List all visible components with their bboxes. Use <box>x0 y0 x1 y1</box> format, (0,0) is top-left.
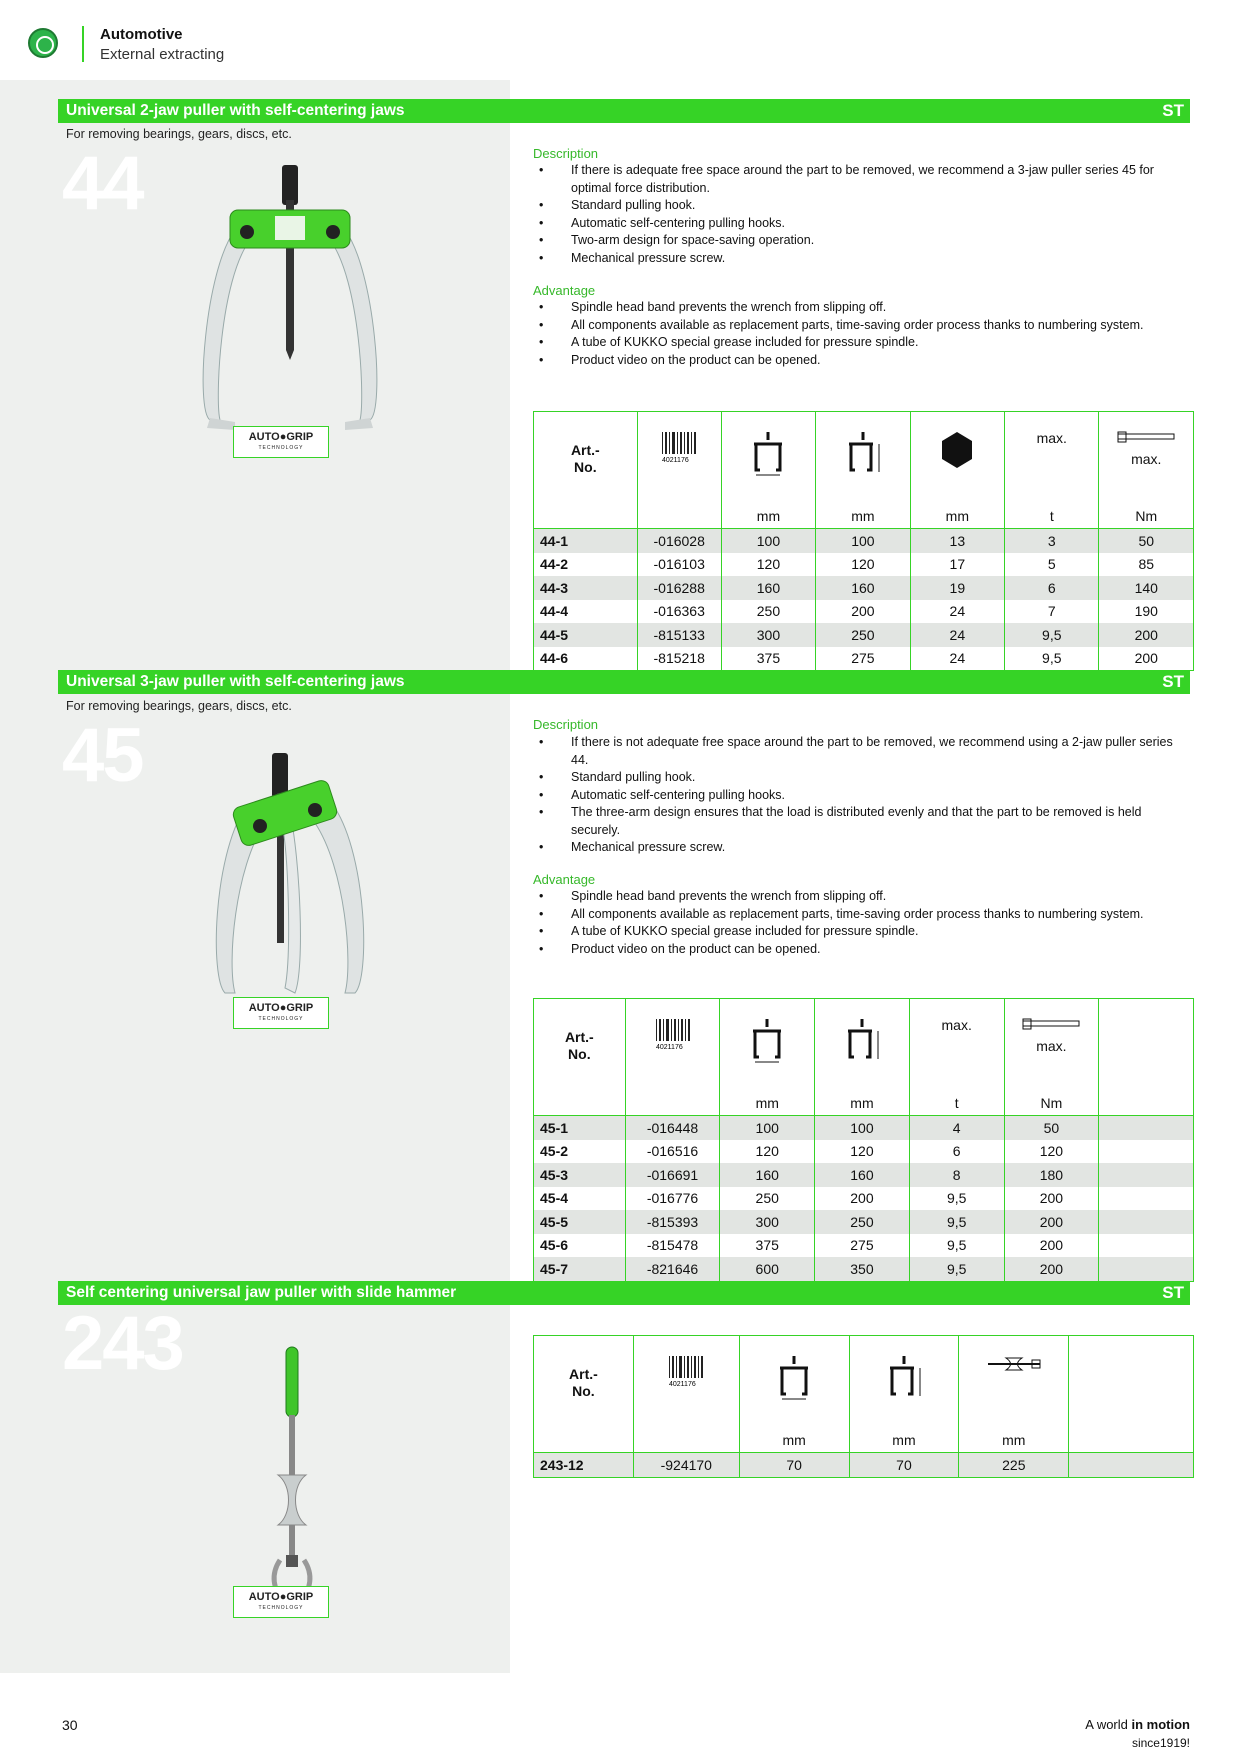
st-badge: ST <box>1162 1283 1184 1302</box>
advantage-list <box>533 299 1193 369</box>
spec-table-243: Art.- No. 4021176 mm mm mm 243-12 -924170 70 70 225 <box>533 1335 1194 1478</box>
jaw-depth-icon <box>849 1336 959 1429</box>
description-list <box>533 734 1193 857</box>
svg-text:4021176: 4021176 <box>669 1381 697 1388</box>
section-title-bar <box>58 99 1190 123</box>
hex-nut-icon <box>910 412 1004 505</box>
list-item: • Mechanical pressure screw. <box>533 839 1193 857</box>
list-item: • Two-arm design for space-saving operation. <box>533 232 1193 250</box>
table-row: 45-2 -016516 120 120 6 120 <box>534 1140 1194 1164</box>
barcode-icon <box>625 999 720 1092</box>
list-item: • A tube of KUKKO special grease included for pressure spindle. <box>533 334 1193 352</box>
svg-text:4021176: 4021176 <box>655 1044 683 1051</box>
st-badge: ST <box>1162 101 1184 120</box>
jaw-depth-icon <box>815 999 910 1092</box>
table-row: 243-12 -924170 70 70 225 <box>534 1453 1194 1478</box>
advantage-heading: Advantage <box>533 872 596 887</box>
list-item: • The three-arm design ensures that the load is distributed evenly and that the part to be removed is held securely. <box>533 804 1193 839</box>
table-row: 45-5 -815393 300 250 9,5 200 <box>534 1210 1194 1234</box>
description-list <box>533 162 1193 267</box>
torque-wrench-icon: max. <box>1099 412 1194 505</box>
section-title-bar <box>58 670 1190 694</box>
description-heading: Description <box>533 717 599 732</box>
section-title: Universal 2-jaw puller with self-centering jaws <box>66 102 405 119</box>
table-row: 45-7 -821646 600 350 9,5 200 <box>534 1257 1194 1281</box>
spec-table-45: Art.- No. 4021176 max. max. mm mm t Nm 45-1 -016448 100 100 4 50 45-2 -016516 120 120 6 120 45-3 -016691 160 160 8 180 45-4 -016776 250 200 9,5 200 45-5 -815393 300 250 9,5 200 45-6 -815478 375 275 9,5 200 45-7 -821646 600 350 9,5 200 <box>533 998 1194 1282</box>
list-item: • Product video on the product can be opened. <box>533 352 1193 370</box>
section-subtitle: For removing bearings, gears, discs, etc. <box>66 127 292 141</box>
list-item: • Product video on the product can be opened. <box>533 941 1193 959</box>
list-item: • All components available as replacement parts, time-saving order process thanks to numbering system. <box>533 906 1193 924</box>
list-item: • If there is adequate free space around the part to be removed, we recommend a 3-jaw puller series 45 for optimal force distribution. <box>533 162 1193 197</box>
st-badge: ST <box>1162 672 1184 691</box>
list-item: • A tube of KUKKO special grease included for pressure spindle. <box>533 923 1193 941</box>
two-jaw-puller-image <box>195 160 385 430</box>
autogrip-logo: AUTO●GRIP TECHNOLOGY <box>233 997 329 1029</box>
section-title: Universal 3-jaw puller with self-centering jaws <box>66 673 405 690</box>
three-jaw-puller-image <box>205 748 375 1000</box>
advantage-list <box>533 888 1193 958</box>
footer-tagline: A world in motion since1919! <box>1085 1717 1190 1750</box>
section-title-bar <box>58 1281 1190 1305</box>
series-number: 45 <box>62 713 143 798</box>
max-force-header: max. <box>1005 412 1099 505</box>
jaw-spread-icon <box>721 412 815 505</box>
art-no-header: Art.- No. <box>570 442 600 475</box>
list-item: • Standard pulling hook. <box>533 197 1193 215</box>
list-item: • Mechanical pressure screw. <box>533 250 1193 268</box>
table-row: 44-6 -815218 375 275 24 9,5 200 <box>534 647 1194 671</box>
table-row: 45-6 -815478 375 275 9,5 200 <box>534 1234 1194 1258</box>
table-row: 44-5 -815133 300 250 24 9,5 200 <box>534 623 1194 647</box>
header-divider <box>82 26 84 62</box>
table-row: 45-1 -016448 100 100 4 50 <box>534 1116 1194 1140</box>
barcode-icon <box>637 412 721 505</box>
table-row: 44-3 -016288 160 160 19 6 140 <box>534 576 1194 600</box>
table-row: 44-2 -016103 120 120 17 5 85 <box>534 553 1194 577</box>
list-item: • Spindle head band prevents the wrench from slipping off. <box>533 888 1193 906</box>
list-item: • All components available as replacement parts, time-saving order process thanks to numbering system. <box>533 317 1193 335</box>
art-no-header: Art.- No. <box>564 1029 594 1062</box>
svg-text:4021176: 4021176 <box>662 457 689 464</box>
art-no-header: Art.- No. <box>569 1366 598 1399</box>
barcode-icon <box>633 1336 739 1429</box>
jaw-spread-icon <box>720 999 815 1092</box>
max-force-header: max. <box>909 999 1004 1092</box>
list-item: • Standard pulling hook. <box>533 769 1193 787</box>
table-row: 45-3 -016691 160 160 8 180 <box>534 1163 1194 1187</box>
page-number: 30 <box>62 1717 78 1733</box>
header-category: Automotive <box>100 26 183 43</box>
torque-wrench-icon: max. <box>1004 999 1099 1092</box>
slide-hammer-icon <box>959 1336 1069 1429</box>
list-item: • If there is not adequate free space around the part to be removed, we recommend using a 2-jaw puller series 44. <box>533 734 1193 769</box>
list-item: • Automatic self-centering pulling hooks. <box>533 215 1193 233</box>
slide-hammer-puller-image <box>262 1345 322 1600</box>
autogrip-logo: AUTO●GRIP TECHNOLOGY <box>233 1586 329 1618</box>
list-item: • Automatic self-centering pulling hooks. <box>533 787 1193 805</box>
description-heading: Description <box>533 146 599 161</box>
section-subtitle: For removing bearings, gears, discs, etc. <box>66 699 292 713</box>
kukko-logo <box>28 28 58 58</box>
autogrip-logo: AUTO●GRIP TECHNOLOGY <box>233 426 329 458</box>
header-subcategory: External extracting <box>100 46 225 63</box>
section-title: Self centering universal jaw puller with slide hammer <box>66 1284 457 1301</box>
series-number: 44 <box>62 141 143 226</box>
table-row: 44-1 -016028 100 100 13 3 50 <box>534 529 1194 553</box>
table-row: 45-4 -016776 250 200 9,5 200 <box>534 1187 1194 1211</box>
jaw-spread-icon <box>739 1336 849 1429</box>
spec-table-44: Art.- No. 4021176 max. max. mm mm mm t Nm 44-1 -016028 100 100 13 3 50 44-2 -016103 120 120 17 5 85 44-3 -016288 160 160 19 6 140 44-4 -016363 250 200 24 7 190 44-5 -815133 300 250 24 9,5 200 44-6 -815218 375 275 24 9,5 200 <box>533 411 1194 671</box>
jaw-depth-icon <box>816 412 910 505</box>
list-item: • Spindle head band prevents the wrench from slipping off. <box>533 299 1193 317</box>
advantage-heading: Advantage <box>533 283 596 298</box>
table-row: 44-4 -016363 250 200 24 7 190 <box>534 600 1194 624</box>
series-number: 243 <box>62 1301 183 1386</box>
